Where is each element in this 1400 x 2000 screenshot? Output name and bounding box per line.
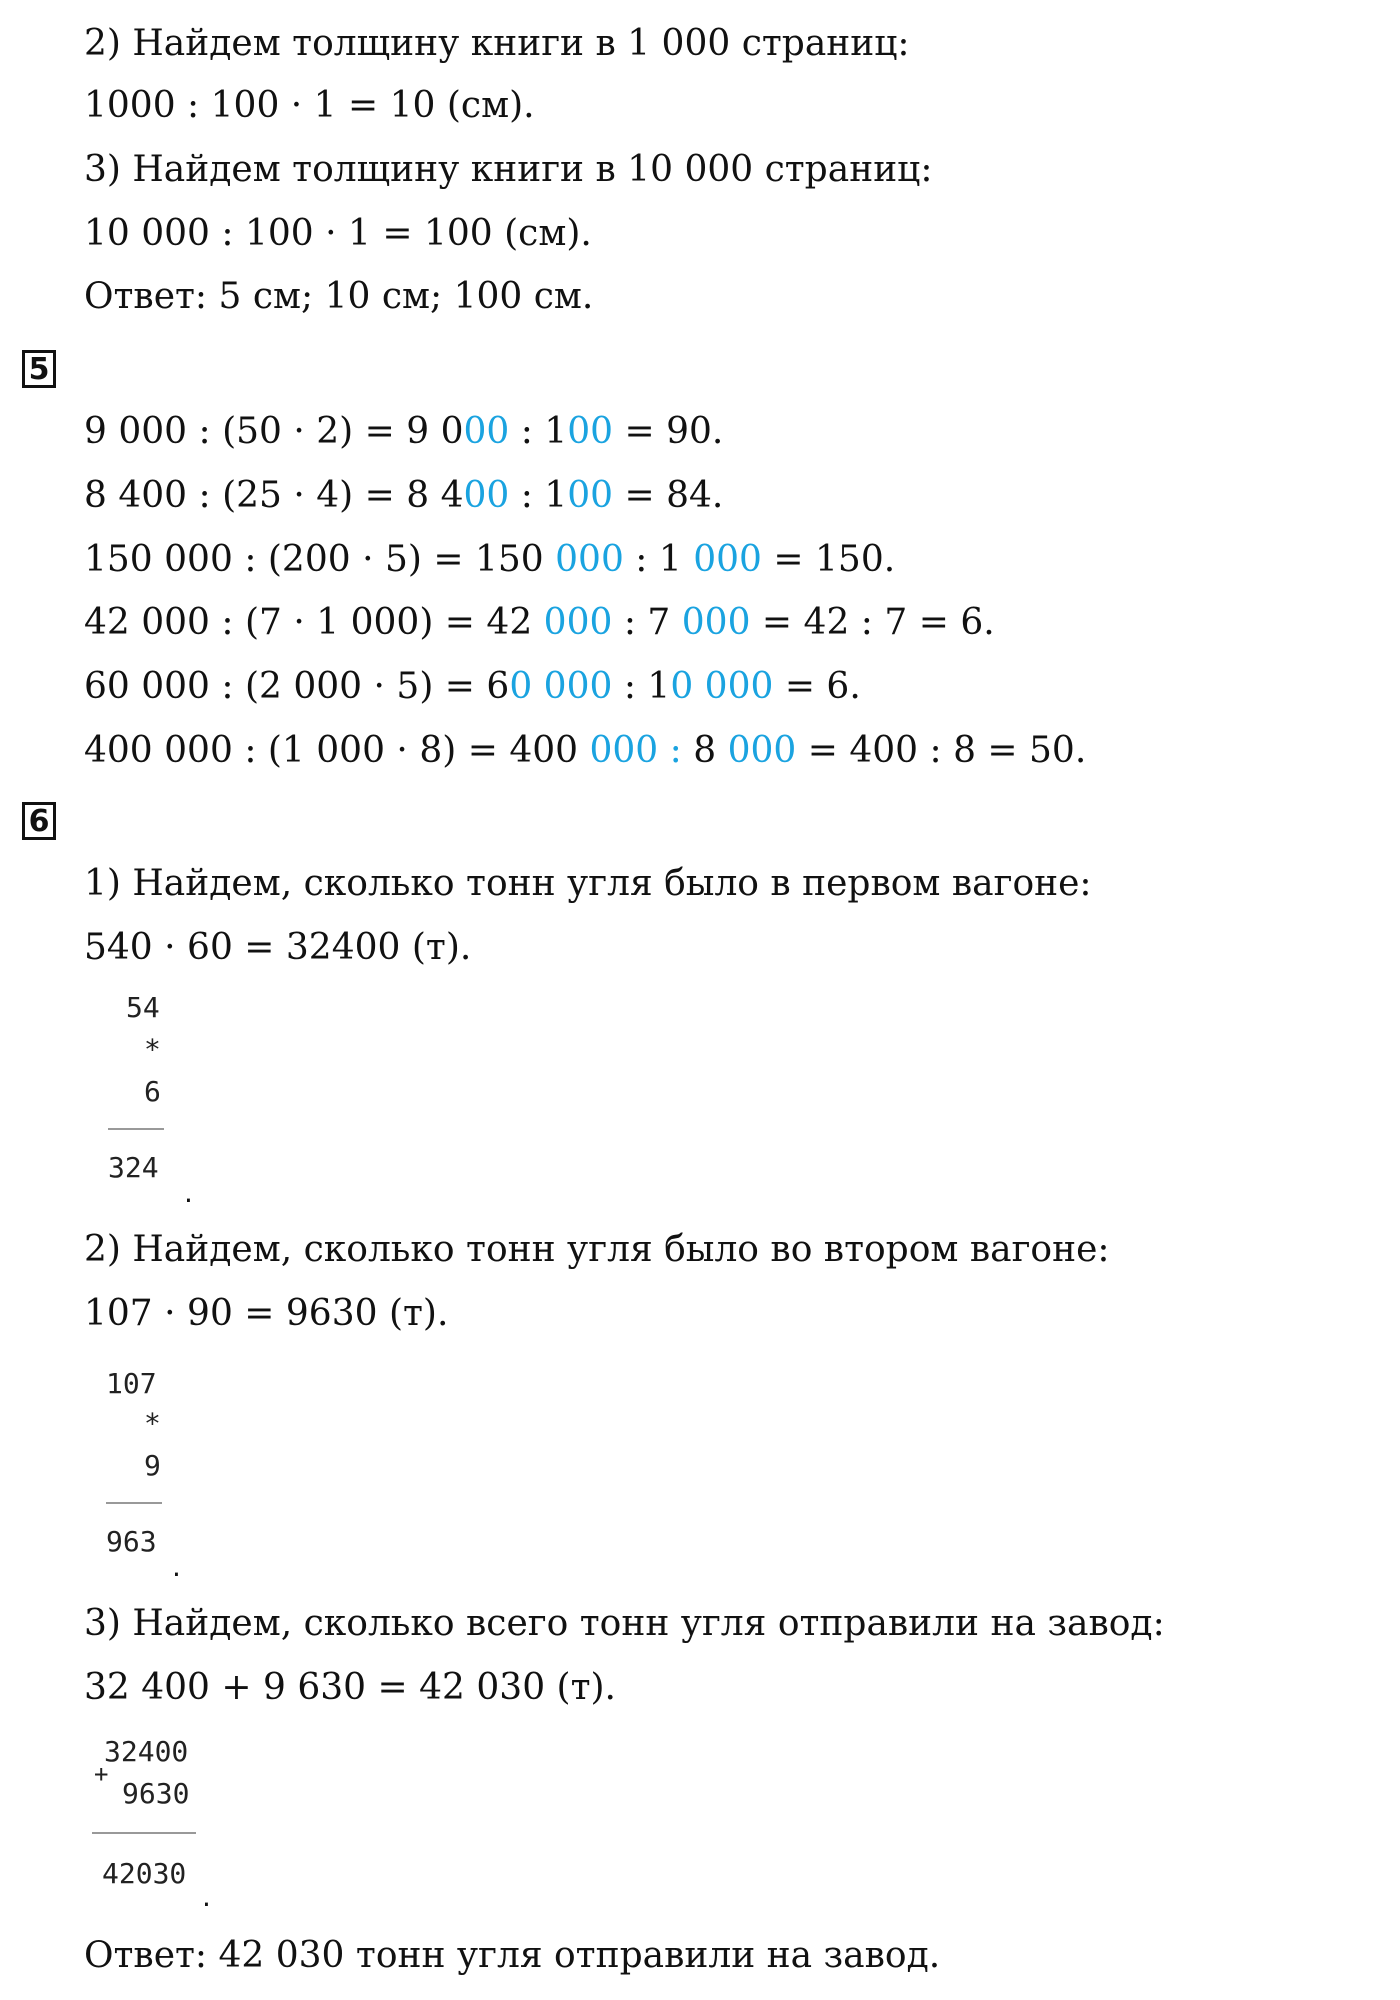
expression-text: 9 000 : (50 · 2) = 9 0 <box>84 411 464 452</box>
column-operand-b: 6 <box>144 1075 161 1108</box>
highlighted-zeros: 000 <box>555 539 624 580</box>
expression-text: = 42 : 7 = 6. <box>750 602 995 643</box>
column-rule <box>108 1128 164 1130</box>
expression-text: : 1 <box>509 411 568 452</box>
expression-text: = 90. <box>613 411 724 452</box>
task4-step3: 3) Найдем толщину книги в 10 000 страниц: <box>84 149 933 190</box>
column-operand-a: 32400 <box>104 1735 189 1768</box>
column-operator: * <box>144 1407 161 1440</box>
task5-expression-line <box>84 601 995 645</box>
highlighted-zeros: 000 <box>727 730 797 771</box>
task6-calc1: 540 · 60 = 32400 (т). <box>84 927 472 968</box>
highlighted-zeros: 00 <box>567 475 614 516</box>
task5-expression-line <box>84 729 1086 773</box>
expression-text: 400 000 : (1 000 · 8) = 400 <box>84 730 590 771</box>
task6-calc3: 32 400 + 9 630 = 42 030 (т). <box>84 1667 616 1708</box>
column-rule <box>106 1502 162 1504</box>
highlighted-zeros: 000 <box>543 602 613 643</box>
task4-calc2: 1000 : 100 · 1 = 10 (см). <box>84 85 535 126</box>
task4-calc3: 10 000 : 100 · 1 = 100 (см). <box>84 213 592 254</box>
expression-text: 60 000 : (2 000 · 5) = 6 <box>84 666 510 707</box>
column-operand-a: 54 <box>126 991 160 1024</box>
highlighted-zeros: 000 <box>693 539 762 580</box>
expression-text: : 1 <box>612 666 671 707</box>
expression-text: : 1 <box>509 475 568 516</box>
expression-text: : 1 <box>623 539 694 580</box>
column-dot: . <box>172 1550 181 1583</box>
task-number-badge: 6 <box>22 802 56 840</box>
task5-expression-line <box>84 538 895 582</box>
expression-text: = 6. <box>773 666 861 707</box>
task5-expression-line <box>84 665 861 709</box>
task4-answer: Ответ: 5 см; 10 см; 100 см. <box>84 276 594 317</box>
expression-text: = 84. <box>613 475 724 516</box>
highlighted-zeros: 00 <box>463 475 510 516</box>
expression-text: 42 000 : (7 · 1 000) = 42 <box>84 602 544 643</box>
expression-text: : 7 <box>612 602 682 643</box>
expression-text: 150 000 : (200 · 5) = 150 <box>84 539 556 580</box>
task4-step2: 2) Найдем толщину книги в 1 000 страниц: <box>84 23 910 64</box>
column-dot: . <box>202 1880 211 1913</box>
highlighted-zeros: 0 000 <box>509 666 613 707</box>
expression-text: = 400 : 8 = 50. <box>796 730 1087 771</box>
task6-calc2: 107 · 90 = 9630 (т). <box>84 1293 449 1334</box>
column-result: 963 <box>106 1525 157 1558</box>
column-operand-a: 107 <box>106 1367 157 1400</box>
column-operator: + <box>94 1760 109 1788</box>
highlighted-zeros: 00 <box>463 411 510 452</box>
column-operand-b: 9 <box>144 1449 161 1482</box>
task6-step2: 2) Найдем, сколько тонн угля было во втором вагоне: <box>84 1229 1110 1270</box>
column-operand-b: 9630 <box>122 1777 190 1810</box>
column-operator: * <box>144 1033 161 1066</box>
expression-text: 8 <box>681 730 728 771</box>
task6-step3: 3) Найдем, сколько всего тонн угля отправили на завод: <box>84 1603 1165 1644</box>
highlighted-zeros: 000 <box>681 602 751 643</box>
highlighted-zeros: 0 000 <box>670 666 774 707</box>
task-number-badge: 5 <box>22 350 56 388</box>
expression-text: = 150. <box>761 539 896 580</box>
column-dot: . <box>184 1176 193 1209</box>
expression-text: 8 400 : (25 · 4) = 8 4 <box>84 475 464 516</box>
task6-answer: Ответ: 42 030 тонн угля отправили на завод. <box>84 1935 941 1976</box>
task6-step1: 1) Найдем, сколько тонн угля было в первом вагоне: <box>84 863 1092 904</box>
column-rule <box>92 1832 196 1834</box>
highlighted-zeros: 00 <box>567 411 614 452</box>
task5-expression-line <box>84 474 723 518</box>
task5-expression-line <box>84 410 723 454</box>
column-result: 324 <box>108 1151 159 1184</box>
column-result: 42030 <box>102 1857 187 1890</box>
highlighted-zeros: 000 : <box>589 730 682 771</box>
